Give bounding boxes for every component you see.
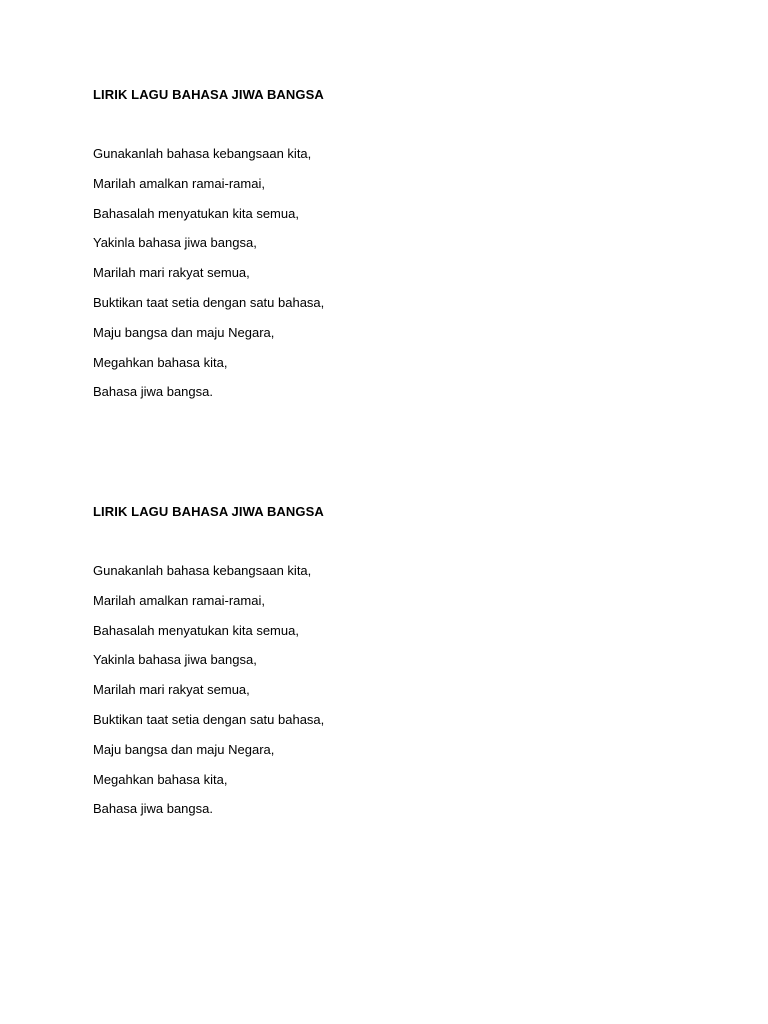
lyric-line: Bahasa jiwa bangsa.: [93, 384, 213, 400]
lyric-line: Bahasa jiwa bangsa.: [93, 801, 213, 817]
lyric-line: Marilah mari rakyat semua,: [93, 265, 250, 281]
section-title: LIRIK LAGU BAHASA JIWA BANGSA: [93, 87, 324, 102]
lyric-line: Yakinla bahasa jiwa bangsa,: [93, 652, 257, 668]
lyric-line: Buktikan taat setia dengan satu bahasa,: [93, 294, 325, 310]
lyric-line: Megahkan bahasa kita,: [93, 771, 228, 787]
lyric-line: Buktikan taat setia dengan satu bahasa,: [93, 711, 325, 727]
lyric-line: Bahasalah menyatukan kita semua,: [93, 622, 299, 638]
lyric-line: Megahkan bahasa kita,: [93, 354, 228, 370]
lyric-line: Bahasalah menyatukan kita semua,: [93, 205, 299, 221]
lyrics-section-2: [93, 504, 693, 831]
section-title: LIRIK LAGU BAHASA JIWA BANGSA: [93, 504, 324, 519]
lyrics-list: [93, 563, 693, 817]
lyrics-list: [93, 146, 693, 400]
lyric-line: Gunakanlah bahasa kebangsaan kita,: [93, 563, 312, 578]
lyric-line: Marilah mari rakyat semua,: [93, 682, 250, 698]
lyric-line: Yakinla bahasa jiwa bangsa,: [93, 235, 257, 251]
lyrics-section-1: [93, 87, 693, 414]
lyric-line: Maju bangsa dan maju Negara,: [93, 741, 275, 757]
lyric-line: Maju bangsa dan maju Negara,: [93, 324, 275, 340]
lyric-line: Gunakanlah bahasa kebangsaan kita,: [93, 146, 312, 161]
lyric-line: Marilah amalkan ramai-ramai,: [93, 175, 265, 191]
lyric-line: Marilah amalkan ramai-ramai,: [93, 592, 265, 608]
